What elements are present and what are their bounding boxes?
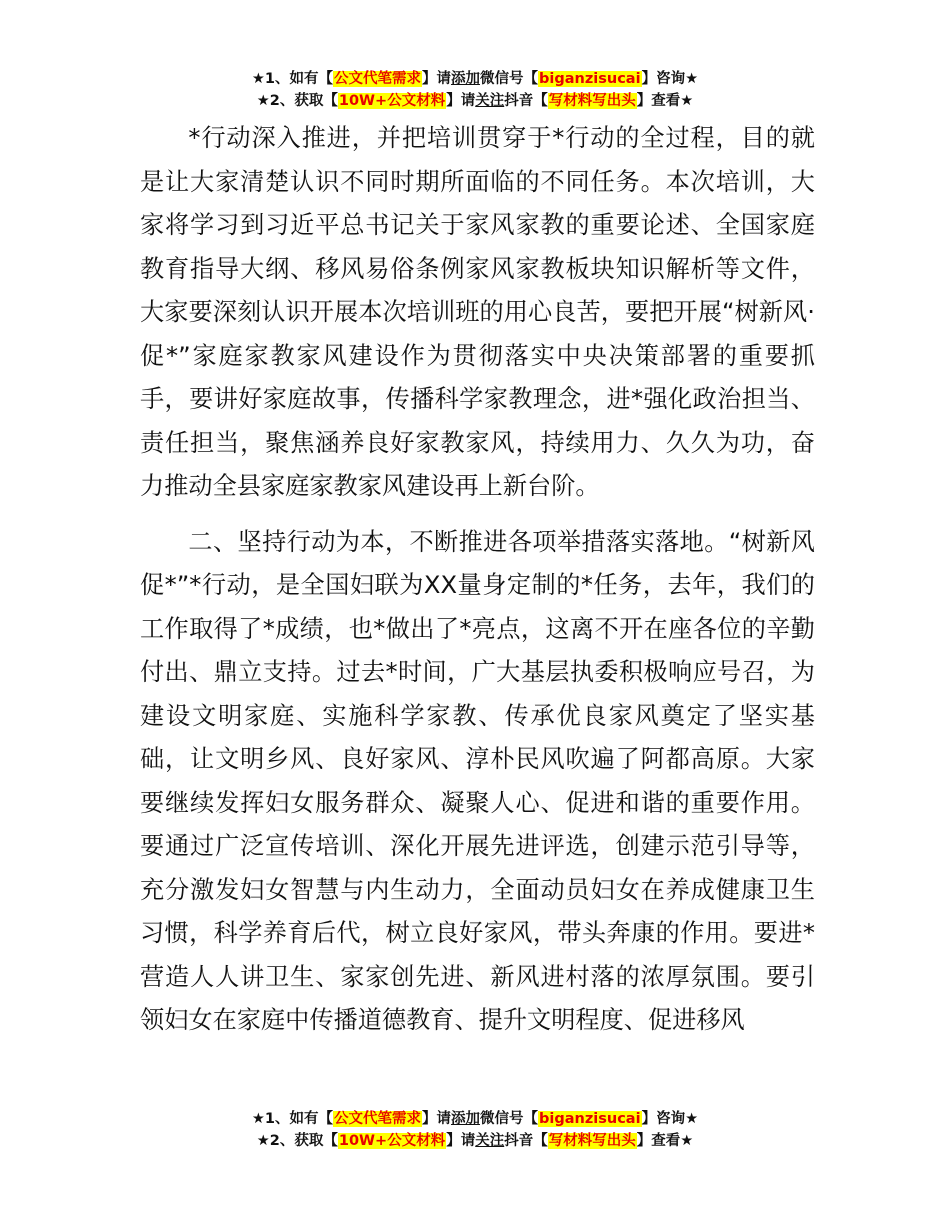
banner-text: 】请 <box>422 71 452 87</box>
banner-text: 】查看★ <box>636 93 694 109</box>
banner-text: 】查看★ <box>636 1133 694 1149</box>
paragraph: *行动深入推进，并把培训贯穿于*行动的全过程，目的就是让大家清楚认识不同时期所面临的不同任务。本次培训，大家将学习到习近平总书记关于家风家教的重要论述、全国家庭教育指导大纲、移风易俗条例家风家教板块知识解析等文件，大家要深刻认识开展本次培训班的用心良苦，要把开展“树新风·促*”家庭家教家风建设作为贯彻落实中央决策部署的重要抓手，要讲好家庭故事，传播科学家教理念，进*强化政治担当、责任担当，聚焦涵养良好家教家风，持续用力、久久为功，奋力推动全县家庭家教家风建设再上新台阶。 <box>140 124 815 500</box>
banner-underlined-text: 关注 <box>475 1133 505 1149</box>
banner-text: 】请 <box>446 1133 476 1149</box>
banner-underlined-text: 关注 <box>475 93 505 109</box>
highlight-materials: 10W+公文材料 <box>338 1133 446 1149</box>
banner-line-1 <box>0 68 950 90</box>
highlight-wechat-id: biganzisucai <box>539 1111 641 1127</box>
highlight-service: 公文代笔需求 <box>334 71 422 87</box>
banner-line-2 <box>0 1130 950 1152</box>
document-body <box>140 117 815 1043</box>
banner-text: ★1、如有【 <box>251 71 334 87</box>
banner-text: 】咨询★ <box>641 71 699 87</box>
banner-text: 】咨询★ <box>641 1111 699 1127</box>
highlight-wechat-id: biganzisucai <box>539 71 641 87</box>
banner-text: 抖音【 <box>504 93 548 109</box>
highlight-douyin-account: 写材料写出头 <box>548 1133 636 1149</box>
highlight-service: 公文代笔需求 <box>334 1111 422 1127</box>
banner-text: ★2、获取【 <box>256 93 338 109</box>
banner-line-1 <box>0 1108 950 1130</box>
banner-underlined-text: 添加 <box>451 71 481 87</box>
banner-text: 】请 <box>446 93 476 109</box>
banner-underlined-text: 添加 <box>451 1111 481 1127</box>
banner-text: 抖音【 <box>504 1133 548 1149</box>
banner-text: ★2、获取【 <box>256 1133 338 1149</box>
highlight-materials: 10W+公文材料 <box>338 93 446 109</box>
banner-text: 】请 <box>422 1111 452 1127</box>
header-banner <box>0 68 950 112</box>
banner-text: ★1、如有【 <box>251 1111 334 1127</box>
banner-text: 微信号【 <box>480 1111 539 1127</box>
footer-banner <box>0 1108 950 1152</box>
paragraph: 二、坚持行动为本，不断推进各项举措落实落地。“树新风促*”*行动，是全国妇联为XX量身定制的*任务，去年，我们的工作取得了*成绩，也*做出了*亮点，这离不开在座各位的辛勤付出、鼎立支持。过去*时间，广大基层执委积极响应号召，为建设文明家庭、实施科学家教、传承优良家风奠定了坚实基础，让文明乡风、良好家风、淳朴民风吹遍了阿都高原。大家要继续发挥妇女服务群众、凝聚人心、促进和谐的重要作用。要通过广泛宣传培训、深化开展先进评选，创建示范引导等，充分激发妇女智慧与内生动力，全面动员妇女在养成健康卫生习惯，科学养育后代，树立良好家风，带头奔康的作用。要进*营造人人讲卫生、家家创先进、新风进村落的浓厚氛围。要引领妇女在家庭中传播道德教育、提升文明程度、促进移风 <box>140 527 815 1034</box>
highlight-douyin-account: 写材料写出头 <box>548 93 636 109</box>
banner-text: 微信号【 <box>480 71 539 87</box>
banner-line-2 <box>0 90 950 112</box>
